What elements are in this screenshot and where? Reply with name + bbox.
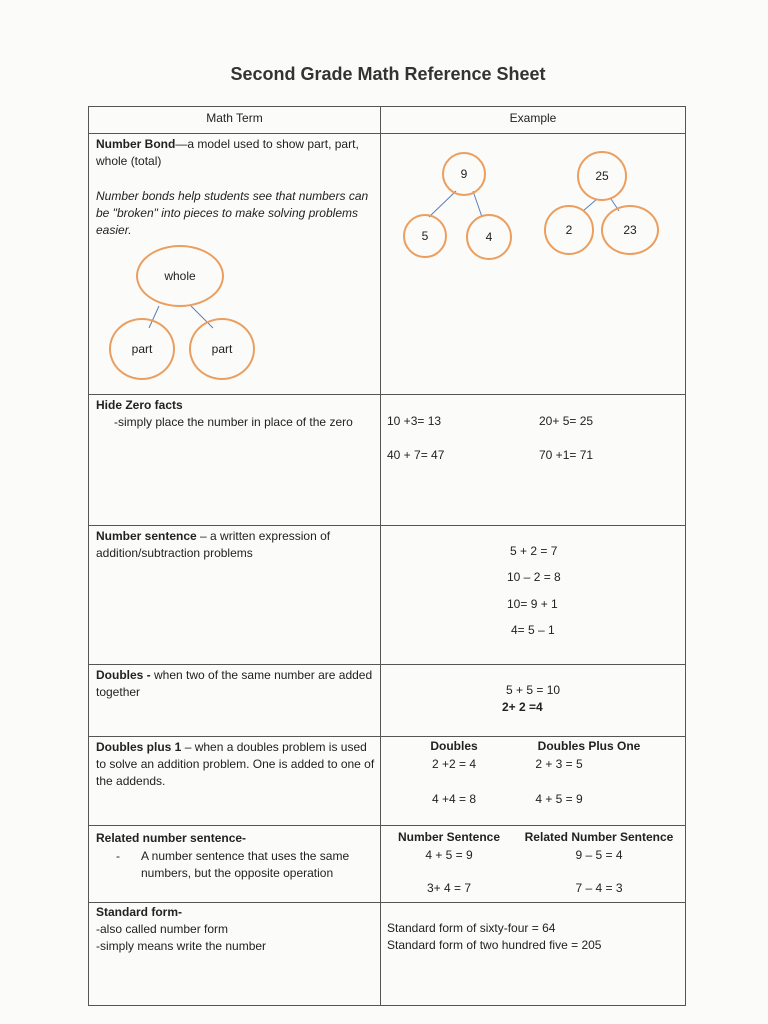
number-bond-term: Number Bond [96,137,176,151]
standard-form-line: -also called number form [96,922,229,936]
reference-table [88,106,686,1006]
number-sentence-example: 4= 5 – 1 [511,623,555,637]
related-sentence-example: 7 – 4 = 3 [575,881,623,895]
doubles-example: 2 +2 = 4 [431,757,477,771]
hide-zero-example: 70 +1= 71 [539,448,594,462]
number-sentence-example: 5 + 2 = 7 [510,544,558,558]
hide-zero-example: 10 +3= 13 [387,414,442,428]
example-whole-circle: 25 [577,151,627,201]
doubles-term: Doubles - [96,668,151,682]
column-divider [380,107,381,1005]
doubles-plus-one-term-cell [96,739,376,790]
row-divider [89,902,685,903]
doubles-plus-one-example: 2 + 3 = 5 [535,757,583,771]
hide-zero-term: Hide Zero facts [96,398,183,412]
example-part-circle: 23 [601,205,659,255]
number-sentence-term-cell [96,528,376,562]
doubles-plus-one-col-header: Doubles Plus One [537,739,641,753]
bond-part-circle: part [189,318,255,380]
hide-zero-example: 40 + 7= 47 [387,448,445,462]
number-sentence-col-header: Number Sentence [397,830,501,844]
row-divider [89,664,685,665]
standard-form-term: Standard form- [96,905,183,919]
header-math-term: Math Term [206,111,263,125]
related-sentence-example: 9 – 5 = 4 [575,848,623,862]
example-part-circle: 5 [403,214,447,258]
row-divider [89,825,685,826]
doubles-plus-one-term: Doubles plus 1 [96,740,182,754]
standard-form-example: Standard form of sixty-four = 64 [387,921,556,935]
standard-form-example: Standard form of two hundred five = 205 [387,938,602,952]
doubles-example: 5 + 5 = 10 [506,683,561,697]
number-sentence-definition: – a written expression of addition/subtraction problems [96,529,331,560]
hide-zero-example: 20+ 5= 25 [539,414,594,428]
related-term: Related number sentence- [96,831,247,845]
example-part-circle: 4 [466,214,512,260]
example-whole-circle: 9 [442,152,486,196]
row-divider [89,525,685,526]
header-example: Example [509,111,557,125]
related-sentence-col-header: Related Number Sentence [524,830,674,844]
doubles-plus-one-definition: – when a doubles problem is used to solve an addition problem. One is added to one of the addends. [96,740,375,788]
doubles-plus-one-example: 4 + 5 = 9 [535,792,583,806]
doubles-col-header: Doubles [430,739,478,753]
row-divider [89,133,685,134]
doubles-term-cell [96,667,376,701]
number-sentence-example: 3+ 4 = 7 [426,881,472,895]
example-part-circle: 2 [544,205,594,255]
doubles-definition: when two of the same number are added together [96,668,373,699]
hide-zero-definition: -simply place the number in place of the zero [114,415,353,429]
related-definition: A number sentence that uses the same numbers, but the opposite operation [141,849,350,880]
page-title: Second Grade Math Reference Sheet [230,64,546,84]
number-sentence-example: 4 + 5 = 9 [425,848,473,862]
number-bond-note: Number bonds help students see that numbers can be "broken" into pieces to make solving problems easier. [96,189,369,237]
row-divider [89,736,685,737]
standard-form-line: -simply means write the number [96,939,267,953]
number-sentence-example: 10 – 2 = 8 [507,570,561,584]
doubles-example: 2+ 2 =4 [502,700,543,714]
number-bond-definition: —a model used to show part, part, whole (total) [96,137,359,168]
number-bond-term-cell [96,136,376,170]
doubles-example: 4 +4 = 8 [431,792,477,806]
bond-part-circle: part [109,318,175,380]
related-bullet: - [116,849,120,863]
number-sentence-term: Number sentence [96,529,197,543]
bond-whole-circle: whole [136,245,224,307]
row-divider [89,394,685,395]
number-sentence-example: 10= 9 + 1 [507,597,558,611]
